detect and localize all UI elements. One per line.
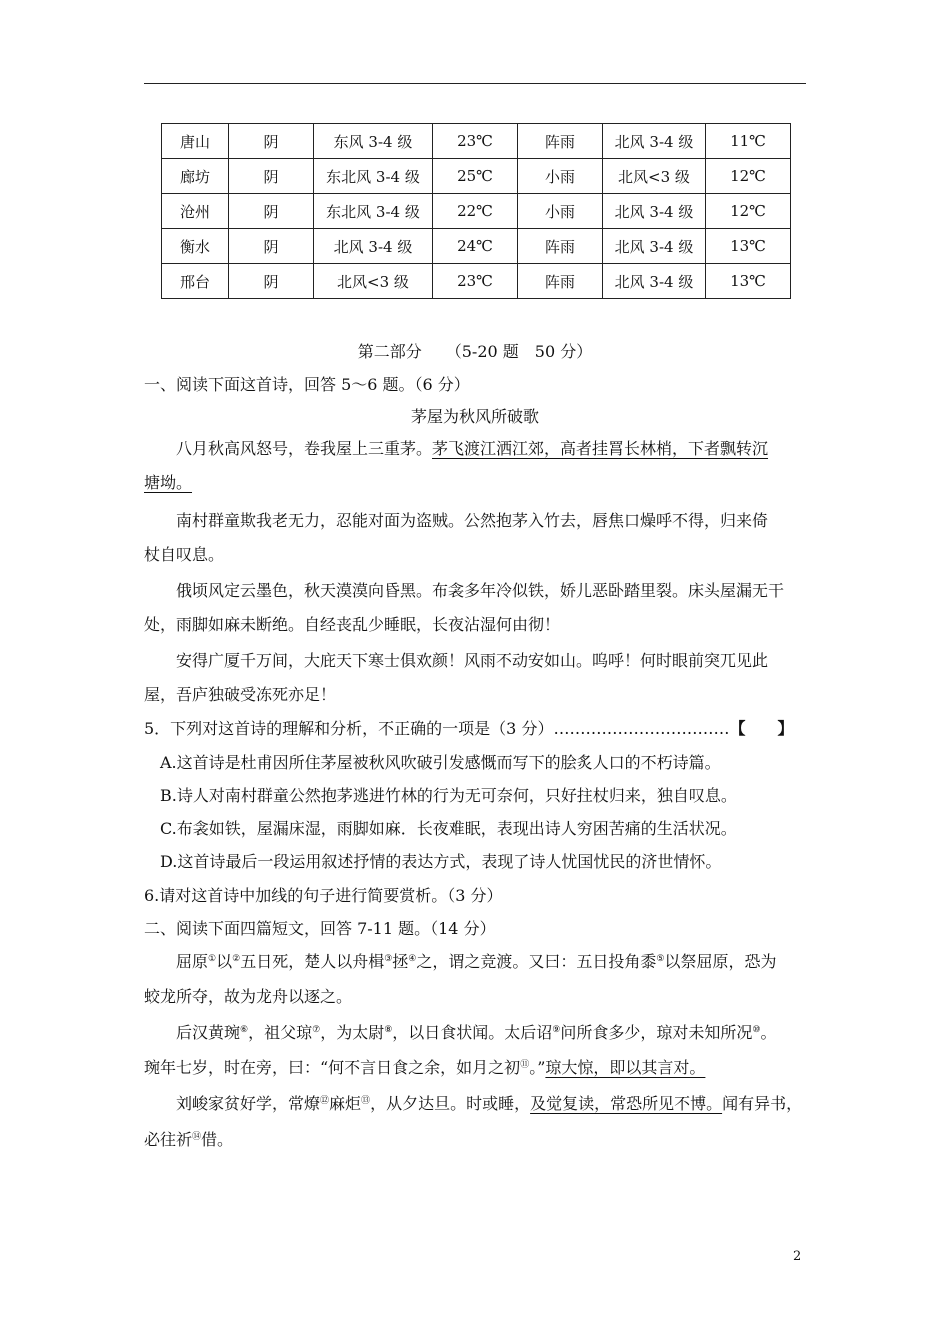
weather-table-cell: 阵雨 [518, 229, 603, 264]
weather-table-cell: 北风 3-4 级 [603, 124, 706, 159]
page-number: 2 [793, 1249, 802, 1264]
weather-table-cell: 阵雨 [518, 124, 603, 159]
poem-paragraph-2-cont: 杖自叹息。 [144, 545, 225, 564]
weather-table-cell: 北风<3 级 [603, 159, 706, 194]
weather-table-cell: 唐山 [162, 124, 229, 159]
poem-paragraph-3: 俄顷风定云墨色，秋天漠漠向昏黑。布衾多年冷似铁，娇儿恶卧踏里裂。床头屋漏无干 [176, 581, 785, 600]
weather-table-cell: 邢台 [162, 264, 229, 299]
question-5-option-b: B.诗人对南村群童公然抱茅逃进竹林的行为无可奈何，只好拄杖归来，独自叹息。 [160, 786, 737, 805]
poem-paragraph-3-cont: 处，雨脚如麻未断绝。自经丧乱少睡眠，长夜沾湿何由彻！ [144, 615, 561, 634]
poem-paragraph-1-cont: 塘坳。 [144, 473, 193, 492]
passage-3-cont: 必往祈⑭借。 [144, 1130, 234, 1149]
weather-table-cell: 阴 [229, 264, 314, 299]
weather-table-cell: 北风 3-4 级 [603, 264, 706, 299]
passage-2-cont: 琬年七岁，时在旁，曰：“何不言日食之余，如月之初⑪。”琼大惊，即以其言对。 [144, 1058, 706, 1077]
weather-table-cell: 北风 3-4 级 [603, 194, 706, 229]
weather-table-cell: 12℃ [706, 159, 791, 194]
weather-table-cell: 东北风 3-4 级 [314, 159, 433, 194]
weather-table-row [162, 194, 791, 229]
weather-table-cell: 北风 3-4 级 [603, 229, 706, 264]
weather-table-cell: 沧州 [162, 194, 229, 229]
weather-table-cell: 阴 [229, 124, 314, 159]
weather-table-cell: 22℃ [433, 194, 518, 229]
weather-table [161, 123, 791, 299]
poem-paragraph-4: 安得广厦千万间，大庇天下寒士俱欢颜！风雨不动安如山。呜呼！何时眼前突兀见此 [176, 651, 769, 670]
weather-table-cell: 25℃ [433, 159, 518, 194]
weather-table-cell: 小雨 [518, 159, 603, 194]
weather-table-row [162, 229, 791, 264]
weather-table-cell: 东风 3-4 级 [314, 124, 433, 159]
weather-table-cell: 小雨 [518, 194, 603, 229]
underlined-poem-line: 茅飞渡江洒江郊，高者挂罥长林梢，下者飘转沉 [432, 439, 769, 458]
weather-table-cell: 24℃ [433, 229, 518, 264]
question-5-option-c: C.布衾如铁，屋漏床湿，雨脚如麻．长夜难眠，表现出诗人穷困苦痛的生活状况。 [160, 819, 737, 838]
question-5-option-a: A.这首诗是杜甫因所住茅屋被秋风吹破引发感慨而写下的脍炙人口的不朽诗篇。 [160, 753, 721, 772]
header-rule [144, 83, 806, 84]
poem-title: 茅屋为秋风所破歌 [410, 407, 539, 426]
section2-instruction: 二、阅读下面四篇短文，回答 7-11 题。（14 分） [144, 919, 496, 938]
weather-table-cell: 11℃ [706, 124, 791, 159]
weather-table-row [162, 264, 791, 299]
answer-bracket: 【 】 [729, 719, 794, 738]
underlined-sentence: 及觉复读，常恐所见不博。 [530, 1094, 723, 1113]
weather-table-cell: 13℃ [706, 264, 791, 299]
weather-table-cell: 东北风 3-4 级 [314, 194, 433, 229]
weather-table-cell: 23℃ [433, 264, 518, 299]
passage-1: 屈原①以②五日死，楚人以舟楫③拯④之，谓之竞渡。又曰：五日投角黍⑤以祭屈原，恐为 [176, 952, 777, 971]
weather-table-cell: 13℃ [706, 229, 791, 264]
passage-2: 后汉黄琬⑥，祖父琼⑦，为太尉⑧，以日食状闻。太后诏⑨问所食多少，琼对未知所况⑩。 [176, 1023, 777, 1042]
poem-paragraph-2: 南村群童欺我老无力，忍能对面为盗贼。公然抱茅入竹去，唇焦口燥呼不得，归来倚 [176, 511, 769, 530]
weather-table-row [162, 159, 791, 194]
weather-table-cell: 北风 3-4 级 [314, 229, 433, 264]
weather-table-cell: 阵雨 [518, 264, 603, 299]
weather-table-cell: 12℃ [706, 194, 791, 229]
weather-table-row [162, 124, 791, 159]
passage-1-cont: 蛟龙所夺，故为龙舟以逐之。 [144, 987, 353, 1006]
part2-heading: 第二部分 （5-20 题 50 分） [357, 342, 593, 361]
weather-table-cell: 阴 [229, 159, 314, 194]
question-5-option-d: D.这首诗最后一段运用叙述抒情的表达方式，表现了诗人忧国忧民的济世情怀。 [160, 852, 722, 871]
weather-table-cell: 北风<3 级 [314, 264, 433, 299]
weather-table-cell: 廊坊 [162, 159, 229, 194]
question-6-stem: 6.请对这首诗中加线的句子进行简要赏析。（3 分） [144, 886, 503, 905]
question-5-stem: 5．下列对这首诗的理解和分析，不正确的一项是（3 分）……………………………【 】 [144, 719, 794, 738]
weather-table-cell: 阴 [229, 229, 314, 264]
section1-instruction: 一、阅读下面这首诗，回答 5～6 题。（6 分） [144, 375, 470, 394]
weather-table-cell: 阴 [229, 194, 314, 229]
weather-table-cell: 23℃ [433, 124, 518, 159]
passage-3: 刘峻家贫好学，常燎⑫麻炬⑬，从夕达旦。时或睡，及觉复读，常恐所见不博。闻有异书， [176, 1094, 803, 1113]
underlined-sentence: 琼大惊，即以其言对。 [545, 1058, 706, 1077]
poem-paragraph-4-cont: 屋，吾庐独破受冻死亦足！ [144, 685, 337, 704]
poem-paragraph-1: 八月秋高风怒号，卷我屋上三重茅。茅飞渡江洒江郊，高者挂罥长林梢，下者飘转沉 [176, 439, 769, 458]
weather-table-cell: 衡水 [162, 229, 229, 264]
